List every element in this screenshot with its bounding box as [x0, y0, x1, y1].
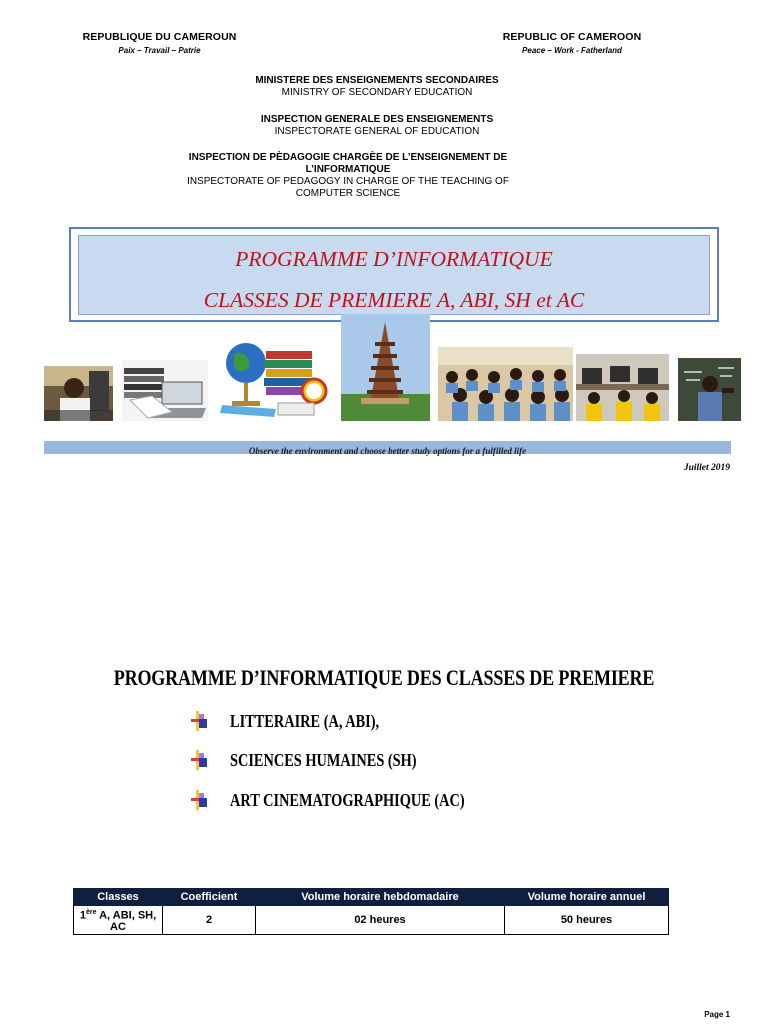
- photo-teacher-blackboard: [678, 358, 741, 421]
- cell-weekly-hours: 02 heures: [256, 906, 505, 935]
- track-item: [190, 748, 458, 772]
- ministry-fr: MINISTERE DES ENSEIGNEMENTS SECONDAIRES: [255, 75, 499, 86]
- program-title: PROGRAMME D’INFORMATIQUE DES CLASSES DE PREMIERE: [113, 665, 655, 690]
- country-name-fr: REPUBLIQUE DU CAMEROUN: [82, 31, 237, 43]
- inspectorate-fr: INSPECTION GENERALE DES ENSEIGNEMENTS: [260, 114, 494, 125]
- header-left: [72, 31, 247, 55]
- track-label-litteraire: LITTERAIRE (A, ABI),: [230, 710, 380, 731]
- header-right: [492, 31, 652, 55]
- photo-books-laptop: [122, 360, 208, 421]
- col-header-annual-hours: Volume horaire annuel: [505, 889, 669, 906]
- track-item: [190, 788, 516, 812]
- photo-classroom: [438, 347, 573, 421]
- slogan-bar: [44, 441, 731, 454]
- ministry-en: MINISTRY OF SECONDARY EDUCATION: [281, 87, 473, 98]
- track-label-sciences-humaines: SCIENCES HUMAINES (SH): [230, 749, 417, 770]
- photo-student-lab: [44, 366, 113, 421]
- pedagogy-en: INSPECTORATE OF PEDAGOGY IN CHARGE OF THE TEACHING OF COMPUTER SCIENCE: [187, 176, 509, 199]
- cell-annual-hours: 50 heures: [505, 906, 669, 935]
- track-item: [190, 709, 412, 733]
- title-banner: [69, 227, 719, 322]
- slogan-text: Observe the environment and choose better study options for a fulfilled life: [248, 446, 527, 456]
- document-date: Juillet 2019: [683, 463, 730, 473]
- ministry-block: [170, 75, 584, 99]
- class-list: A, ABI, SH, AC: [96, 909, 157, 934]
- photo-computer-room: [576, 354, 669, 421]
- motto-fr: Paix – Travail – Patrie: [118, 46, 201, 55]
- motto-en: Peace – Work - Fatherland: [522, 46, 622, 55]
- country-name-en: REPUBLIC OF CAMEROON: [502, 31, 642, 43]
- col-header-weekly-hours: Volume horaire hebdomadaire: [256, 889, 505, 906]
- bullet-icon: [190, 710, 212, 732]
- class-level-suffix: ère: [85, 908, 97, 916]
- cell-classes: [74, 906, 163, 935]
- inspectorate-block: [170, 114, 584, 138]
- col-header-coefficient: Coefficient: [163, 889, 256, 906]
- hours-table: [73, 888, 669, 935]
- title-banner-inner: [78, 235, 710, 315]
- col-header-classes: Classes: [74, 889, 163, 906]
- photo-globe-books-clock: [216, 333, 333, 421]
- page-number: Page 1: [704, 1010, 730, 1019]
- bullet-icon: [190, 789, 212, 811]
- pedagogy-block: [168, 152, 528, 200]
- table-row: [74, 906, 669, 935]
- class-level: 1: [79, 909, 86, 922]
- inspectorate-en: INSPECTORATE GENERAL OF EDUCATION: [274, 126, 480, 137]
- photo-spiral-monument: [341, 314, 430, 421]
- banner-subtitle: CLASSES DE PREMIERE A, ABI, SH et AC: [203, 288, 585, 312]
- track-label-art-cinematographique: ART CINEMATOGRAPHIQUE (AC): [230, 789, 465, 810]
- table-header-row: [74, 889, 669, 906]
- bullet-icon: [190, 749, 212, 771]
- banner-title: PROGRAMME D’INFORMATIQUE: [235, 247, 553, 271]
- cell-coefficient: 2: [163, 906, 256, 935]
- pedagogy-fr: INSPECTION DE PÈDAGOGIE CHARGÈE DE L’ENSEIGNEMENT DE L’INFORMATIQUE: [188, 152, 508, 175]
